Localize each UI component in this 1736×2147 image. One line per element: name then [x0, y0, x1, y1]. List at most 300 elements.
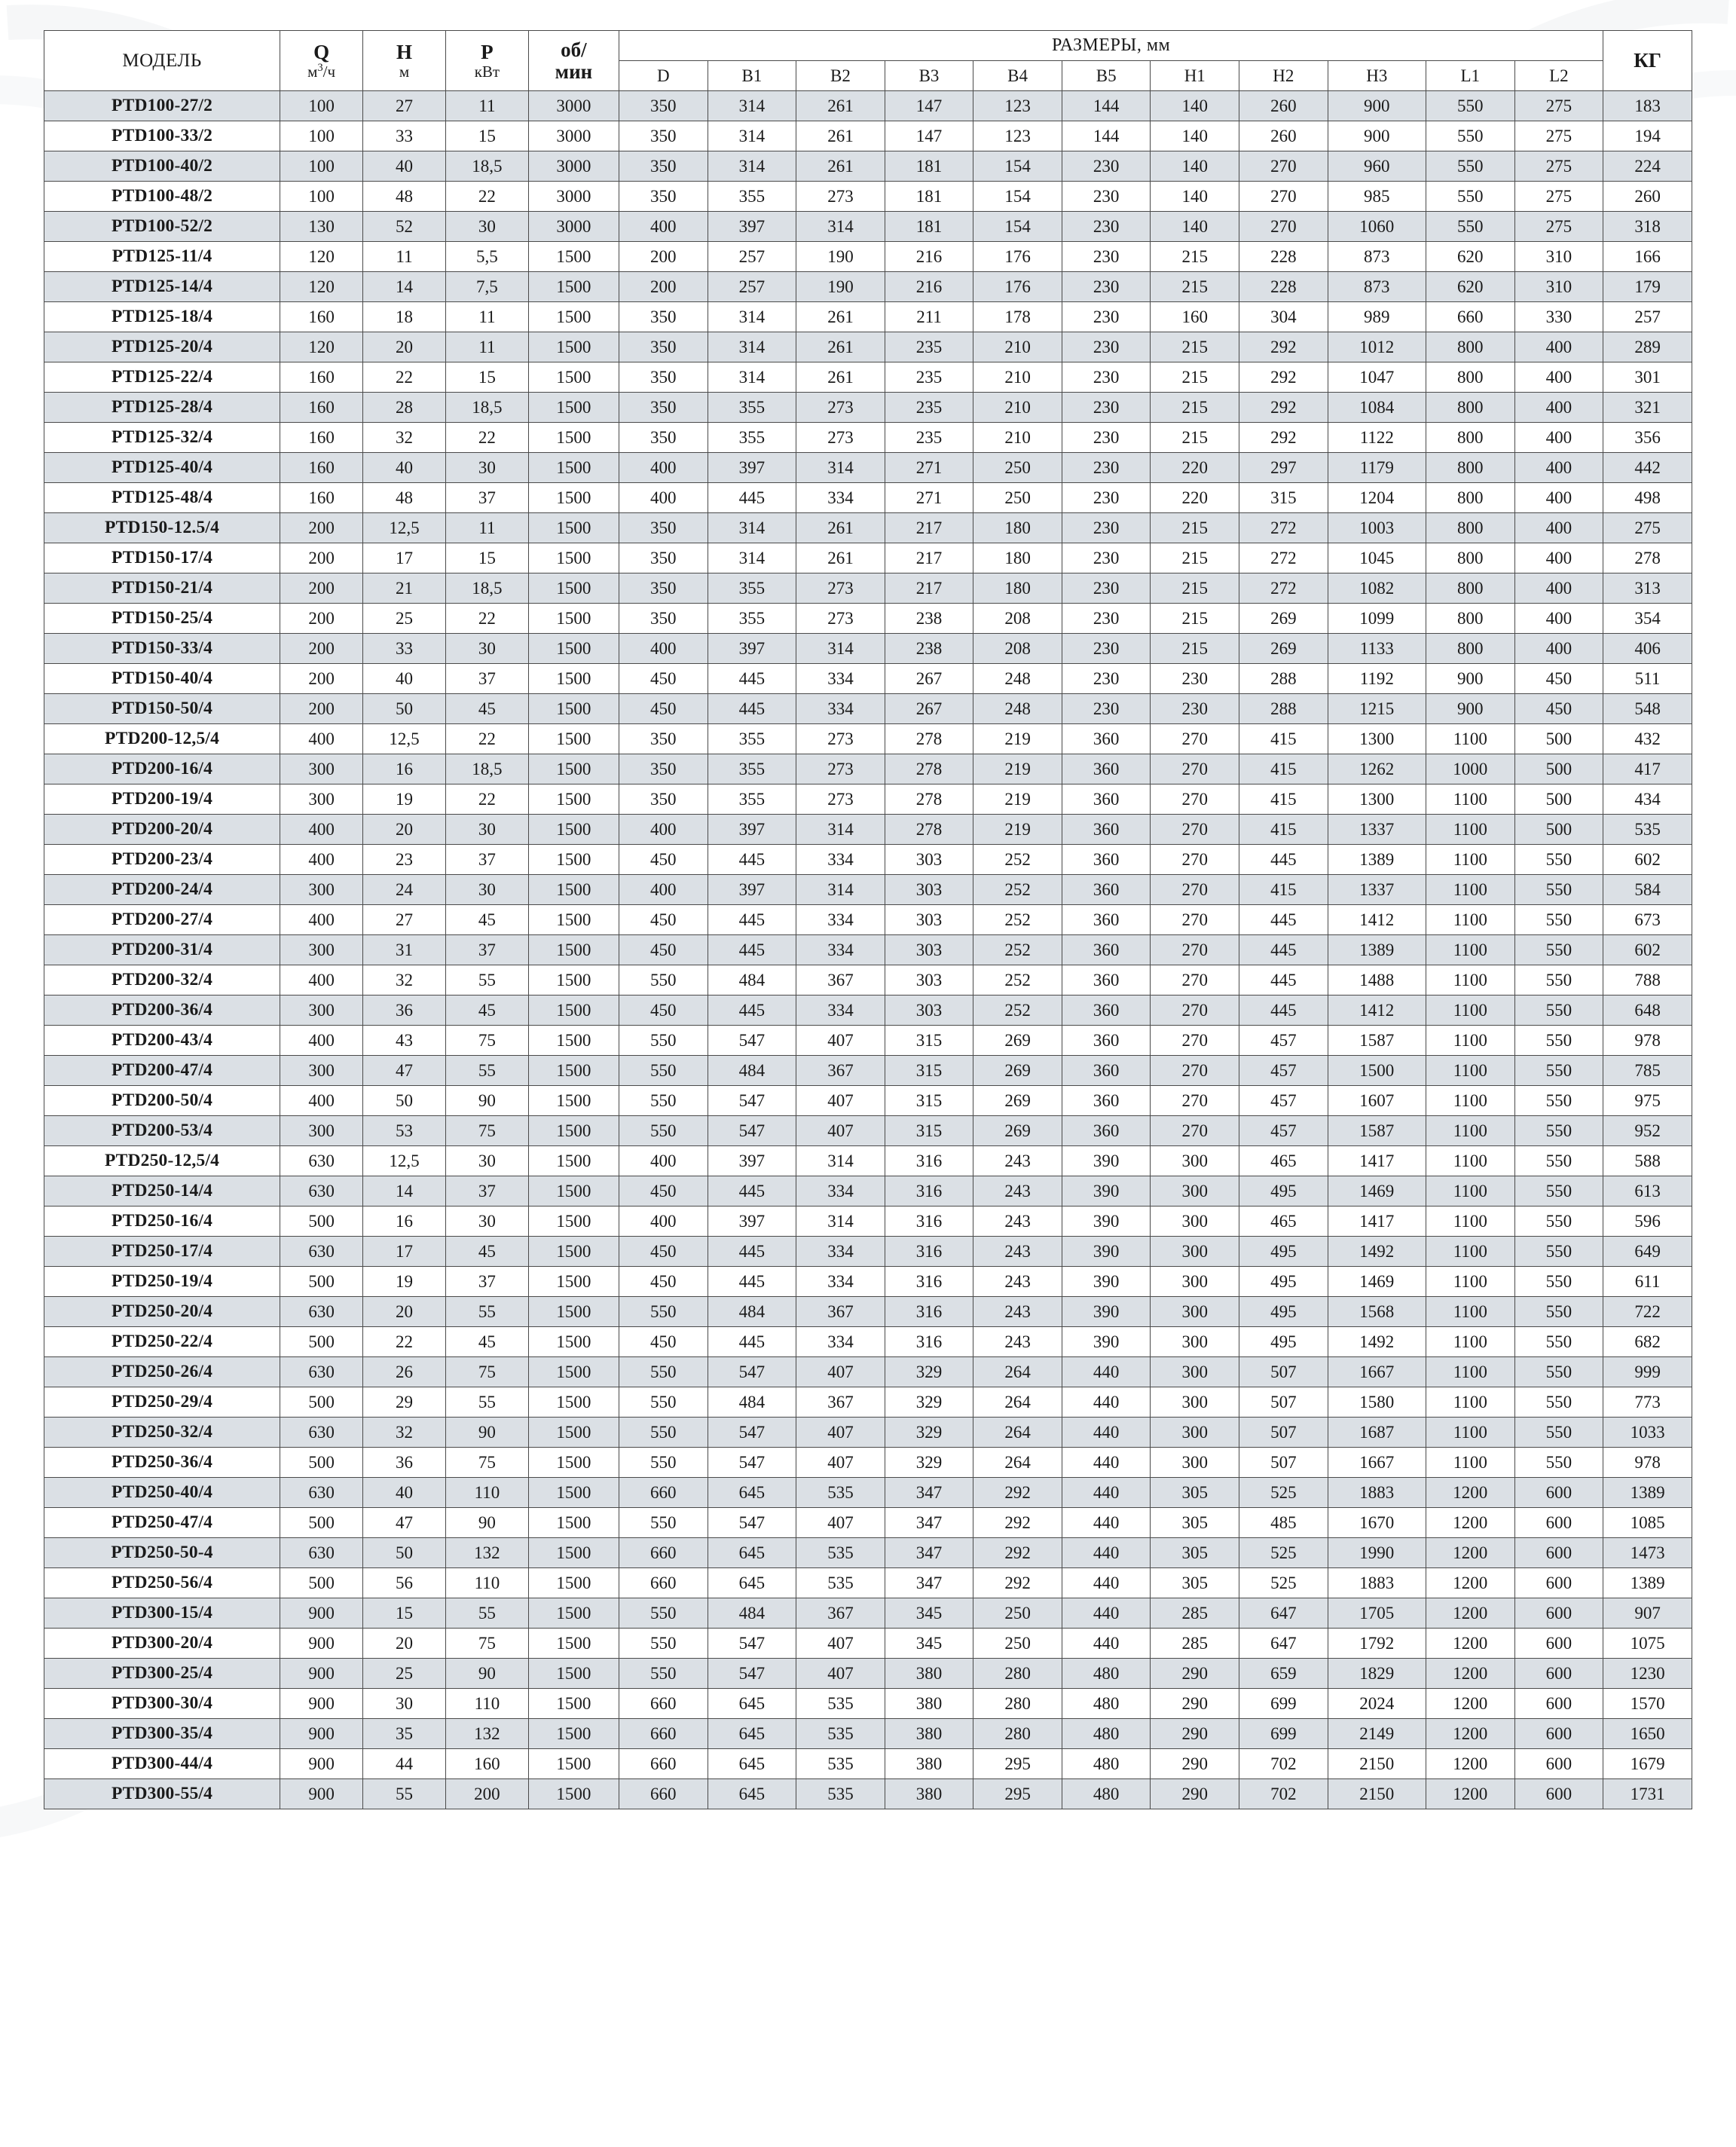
cell-value: 1500 [528, 573, 619, 604]
cell-value: 1500 [528, 1418, 619, 1448]
header-dim-h3: H3 [1328, 61, 1426, 91]
cell-value: 228 [1239, 242, 1328, 272]
header-dim-h1: H1 [1151, 61, 1239, 91]
cell-model: PTD200-50/4 [44, 1086, 280, 1116]
cell-value: 264 [973, 1357, 1062, 1387]
cell-value: 261 [796, 121, 885, 151]
cell-value: 1389 [1603, 1568, 1692, 1598]
cell-value: 350 [619, 573, 708, 604]
cell-value: 1200 [1426, 1538, 1514, 1568]
cell-value: 407 [796, 1418, 885, 1448]
table-row [44, 1659, 1692, 1689]
cell-value: 305 [1151, 1478, 1239, 1508]
cell-value: 300 [1151, 1297, 1239, 1327]
cell-value: 28 [363, 393, 446, 423]
cell-value: 230 [1062, 362, 1151, 393]
cell-value: 300 [280, 784, 363, 815]
cell-value: 400 [1514, 393, 1603, 423]
cell-value: 699 [1239, 1689, 1328, 1719]
cell-value: 350 [619, 754, 708, 784]
cell-value: 400 [619, 634, 708, 664]
cell-value: 407 [796, 1508, 885, 1538]
cell-value: 123 [973, 91, 1062, 121]
cell-value: 1492 [1328, 1237, 1426, 1267]
table-row [44, 1176, 1692, 1207]
table-row [44, 1357, 1692, 1387]
cell-value: 329 [885, 1418, 973, 1448]
cell-value: 495 [1239, 1237, 1328, 1267]
cell-value: 1488 [1328, 965, 1426, 996]
cell-value: 785 [1603, 1056, 1692, 1086]
cell-value: 500 [280, 1267, 363, 1297]
cell-value: 329 [885, 1387, 973, 1418]
cell-value: 22 [445, 182, 528, 212]
cell-value: 272 [1239, 513, 1328, 543]
cell-value: 550 [1514, 1026, 1603, 1056]
cell-value: 1500 [528, 784, 619, 815]
cell-value: 1262 [1328, 754, 1426, 784]
cell-value: 260 [1239, 91, 1328, 121]
cell-value: 314 [708, 91, 796, 121]
cell-value: 334 [796, 1176, 885, 1207]
cell-value: 55 [445, 965, 528, 996]
cell-value: 37 [445, 935, 528, 965]
header-dim-b3: B3 [885, 61, 973, 91]
cell-value: 400 [619, 453, 708, 483]
cell-value: 400 [280, 1026, 363, 1056]
cell-value: 1100 [1426, 905, 1514, 935]
cell-value: 1500 [528, 1237, 619, 1267]
header-weight-label: КГ [1634, 49, 1661, 72]
cell-value: 457 [1239, 1026, 1328, 1056]
cell-value: 120 [280, 272, 363, 302]
cell-value: 27 [363, 91, 446, 121]
cell-value: 321 [1603, 393, 1692, 423]
table-row [44, 1116, 1692, 1146]
cell-value: 350 [619, 604, 708, 634]
cell-value: 550 [1514, 1146, 1603, 1176]
cell-value: 12,5 [363, 724, 446, 754]
cell-value: 295 [973, 1749, 1062, 1779]
cell-value: 390 [1062, 1146, 1151, 1176]
table-row [44, 302, 1692, 332]
cell-value: 180 [973, 543, 1062, 573]
table-row [44, 182, 1692, 212]
cell-value: 316 [885, 1146, 973, 1176]
cell-value: 154 [973, 212, 1062, 242]
cell-value: 271 [885, 453, 973, 483]
cell-value: 2150 [1328, 1749, 1426, 1779]
cell-value: 215 [1151, 573, 1239, 604]
cell-value: 550 [1514, 935, 1603, 965]
cell-value: 300 [1151, 1387, 1239, 1418]
cell-value: 400 [1514, 362, 1603, 393]
cell-model: PTD200-16/4 [44, 754, 280, 784]
cell-value: 507 [1239, 1357, 1328, 1387]
cell-model: PTD125-14/4 [44, 272, 280, 302]
cell-value: 16 [363, 1207, 446, 1237]
cell-value: 900 [1328, 91, 1426, 121]
cell-value: 14 [363, 272, 446, 302]
cell-value: 314 [708, 302, 796, 332]
cell-value: 1389 [1328, 935, 1426, 965]
cell-value: 547 [708, 1026, 796, 1056]
cell-value: 548 [1603, 694, 1692, 724]
cell-value: 334 [796, 664, 885, 694]
cell-value: 110 [445, 1689, 528, 1719]
cell-value: 550 [1514, 905, 1603, 935]
cell-value: 407 [796, 1629, 885, 1659]
header-flow [280, 31, 363, 91]
header-weight [1603, 31, 1692, 91]
cell-model: PTD300-25/4 [44, 1659, 280, 1689]
cell-value: 360 [1062, 724, 1151, 754]
cell-value: 407 [796, 1357, 885, 1387]
table-row [44, 1478, 1692, 1508]
cell-value: 1192 [1328, 664, 1426, 694]
cell-value: 215 [1151, 604, 1239, 634]
cell-value: 350 [619, 784, 708, 815]
cell-value: 270 [1239, 182, 1328, 212]
cell-value: 360 [1062, 845, 1151, 875]
cell-value: 200 [619, 272, 708, 302]
cell-value: 300 [280, 754, 363, 784]
cell-value: 110 [445, 1478, 528, 1508]
cell-value: 25 [363, 1659, 446, 1689]
cell-value: 550 [1514, 1086, 1603, 1116]
cell-value: 269 [973, 1086, 1062, 1116]
cell-value: 535 [796, 1538, 885, 1568]
cell-value: 356 [1603, 423, 1692, 453]
cell-value: 630 [280, 1418, 363, 1448]
cell-value: 300 [1151, 1176, 1239, 1207]
table-row [44, 212, 1692, 242]
cell-value: 1200 [1426, 1508, 1514, 1538]
cell-value: 32 [363, 965, 446, 996]
cell-value: 682 [1603, 1327, 1692, 1357]
cell-value: 480 [1062, 1689, 1151, 1719]
cell-value: 2149 [1328, 1719, 1426, 1749]
cell-value: 261 [796, 91, 885, 121]
cell-value: 47 [363, 1056, 446, 1086]
cell-value: 800 [1426, 483, 1514, 513]
cell-value: 1500 [528, 1056, 619, 1086]
cell-value: 660 [619, 1478, 708, 1508]
cell-value: 406 [1603, 634, 1692, 664]
cell-value: 1469 [1328, 1267, 1426, 1297]
cell-value: 440 [1062, 1357, 1151, 1387]
cell-value: 1100 [1426, 815, 1514, 845]
cell-value: 29 [363, 1387, 446, 1418]
cell-model: PTD125-22/4 [44, 362, 280, 393]
cell-value: 267 [885, 694, 973, 724]
table-row [44, 362, 1692, 393]
table-row [44, 1146, 1692, 1176]
cell-value: 292 [973, 1478, 1062, 1508]
cell-value: 144 [1062, 91, 1151, 121]
cell-value: 24 [363, 875, 446, 905]
cell-value: 1650 [1603, 1719, 1692, 1749]
cell-value: 50 [363, 694, 446, 724]
cell-value: 1060 [1328, 212, 1426, 242]
cell-value: 183 [1603, 91, 1692, 121]
cell-value: 450 [619, 935, 708, 965]
cell-value: 1417 [1328, 1146, 1426, 1176]
cell-value: 264 [973, 1448, 1062, 1478]
cell-value: 314 [796, 1146, 885, 1176]
cell-value: 21 [363, 573, 446, 604]
cell-value: 230 [1062, 272, 1151, 302]
cell-model: PTD250-50-4 [44, 1538, 280, 1568]
cell-value: 300 [1151, 1267, 1239, 1297]
cell-value: 500 [280, 1207, 363, 1237]
cell-value: 160 [1151, 302, 1239, 332]
cell-model: PTD300-55/4 [44, 1779, 280, 1809]
cell-value: 1100 [1426, 1237, 1514, 1267]
cell-value: 367 [796, 1387, 885, 1418]
cell-value: 722 [1603, 1297, 1692, 1327]
cell-value: 1500 [528, 423, 619, 453]
cell-value: 1500 [528, 935, 619, 965]
table-row [44, 1779, 1692, 1809]
cell-value: 1100 [1426, 1026, 1514, 1056]
cell-value: 230 [1062, 182, 1151, 212]
table-row [44, 754, 1692, 784]
cell-value: 275 [1514, 91, 1603, 121]
cell-value: 1100 [1426, 1176, 1514, 1207]
cell-value: 445 [708, 1267, 796, 1297]
cell-value: 450 [619, 664, 708, 694]
cell-value: 550 [1514, 1116, 1603, 1146]
cell-value: 485 [1239, 1508, 1328, 1538]
cell-value: 600 [1514, 1598, 1603, 1629]
cell-value: 30 [445, 212, 528, 242]
cell-value: 40 [363, 1478, 446, 1508]
cell-value: 3000 [528, 182, 619, 212]
cell-value: 216 [885, 242, 973, 272]
cell-value: 7,5 [445, 272, 528, 302]
cell-value: 390 [1062, 1327, 1151, 1357]
cell-value: 550 [1514, 875, 1603, 905]
cell-value: 1500 [528, 1327, 619, 1357]
cell-value: 1670 [1328, 1508, 1426, 1538]
cell-value: 600 [1514, 1689, 1603, 1719]
cell-value: 257 [708, 272, 796, 302]
cell-value: 547 [708, 1448, 796, 1478]
cell-value: 440 [1062, 1418, 1151, 1448]
cell-value: 20 [363, 332, 446, 362]
table-row [44, 694, 1692, 724]
cell-value: 350 [619, 423, 708, 453]
cell-value: 547 [708, 1508, 796, 1538]
cell-value: 200 [280, 694, 363, 724]
cell-value: 1500 [528, 1146, 619, 1176]
cell-value: 1500 [528, 393, 619, 423]
cell-value: 261 [796, 302, 885, 332]
cell-value: 11 [445, 332, 528, 362]
cell-value: 2024 [1328, 1689, 1426, 1719]
cell-value: 190 [796, 242, 885, 272]
cell-value: 588 [1603, 1146, 1692, 1176]
cell-model: PTD100-27/2 [44, 91, 280, 121]
cell-model: PTD100-40/2 [44, 151, 280, 182]
cell-model: PTD200-27/4 [44, 905, 280, 935]
cell-value: 445 [708, 694, 796, 724]
table-row [44, 393, 1692, 423]
pump-specification-table [44, 30, 1692, 1809]
header-rpm-line2: мин [555, 60, 593, 83]
cell-value: 355 [708, 754, 796, 784]
cell-value: 330 [1514, 302, 1603, 332]
cell-value: 305 [1151, 1568, 1239, 1598]
cell-value: 400 [619, 1146, 708, 1176]
cell-model: PTD200-12,5/4 [44, 724, 280, 754]
cell-value: 270 [1151, 935, 1239, 965]
cell-value: 235 [885, 423, 973, 453]
cell-model: PTD300-30/4 [44, 1689, 280, 1719]
cell-value: 550 [1514, 1176, 1603, 1207]
table-row [44, 1448, 1692, 1478]
cell-value: 257 [1603, 302, 1692, 332]
cell-value: 200 [445, 1779, 528, 1809]
cell-value: 432 [1603, 724, 1692, 754]
cell-value: 45 [445, 1327, 528, 1357]
cell-value: 355 [708, 784, 796, 815]
cell-value: 273 [796, 754, 885, 784]
cell-value: 630 [280, 1146, 363, 1176]
cell-value: 12,5 [363, 513, 446, 543]
cell-model: PTD200-32/4 [44, 965, 280, 996]
cell-value: 219 [973, 815, 1062, 845]
cell-value: 147 [885, 91, 973, 121]
cell-value: 160 [280, 483, 363, 513]
cell-value: 450 [619, 905, 708, 935]
cell-value: 219 [973, 724, 1062, 754]
cell-value: 215 [1151, 513, 1239, 543]
cell-value: 1412 [1328, 905, 1426, 935]
cell-value: 230 [1062, 543, 1151, 573]
cell-value: 602 [1603, 845, 1692, 875]
cell-value: 14 [363, 1176, 446, 1207]
cell-value: 660 [619, 1749, 708, 1779]
header-power-unit: кВт [474, 62, 500, 81]
table-row [44, 815, 1692, 845]
cell-value: 280 [973, 1719, 1062, 1749]
cell-value: 355 [708, 182, 796, 212]
cell-value: 230 [1062, 212, 1151, 242]
cell-value: 37 [445, 1176, 528, 1207]
cell-value: 547 [708, 1659, 796, 1689]
cell-value: 235 [885, 332, 973, 362]
cell-value: 304 [1239, 302, 1328, 332]
cell-value: 215 [1151, 393, 1239, 423]
cell-value: 3000 [528, 91, 619, 121]
cell-value: 270 [1239, 151, 1328, 182]
cell-value: 952 [1603, 1116, 1692, 1146]
cell-value: 200 [280, 573, 363, 604]
cell-value: 620 [1426, 272, 1514, 302]
cell-value: 550 [619, 1086, 708, 1116]
cell-value: 445 [708, 905, 796, 935]
cell-value: 48 [363, 182, 446, 212]
cell-value: 37 [445, 845, 528, 875]
cell-value: 648 [1603, 996, 1692, 1026]
cell-value: 1200 [1426, 1719, 1514, 1749]
cell-value: 315 [885, 1026, 973, 1056]
cell-value: 630 [280, 1478, 363, 1508]
cell-value: 329 [885, 1448, 973, 1478]
cell-value: 27 [363, 905, 446, 935]
cell-value: 457 [1239, 1116, 1328, 1146]
cell-value: 292 [1239, 393, 1328, 423]
cell-value: 1003 [1328, 513, 1426, 543]
cell-value: 334 [796, 996, 885, 1026]
cell-value: 659 [1239, 1659, 1328, 1689]
cell-value: 550 [1426, 91, 1514, 121]
cell-value: 350 [619, 724, 708, 754]
cell-value: 550 [1426, 212, 1514, 242]
cell-value: 1679 [1603, 1749, 1692, 1779]
cell-value: 289 [1603, 332, 1692, 362]
cell-value: 303 [885, 935, 973, 965]
cell-value: 1200 [1426, 1749, 1514, 1779]
cell-model: PTD150-17/4 [44, 543, 280, 573]
cell-value: 305 [1151, 1508, 1239, 1538]
cell-value: 550 [1514, 965, 1603, 996]
table-row [44, 1056, 1692, 1086]
cell-value: 290 [1151, 1689, 1239, 1719]
cell-value: 30 [445, 453, 528, 483]
cell-value: 989 [1328, 302, 1426, 332]
cell-value: 484 [708, 965, 796, 996]
cell-value: 350 [619, 151, 708, 182]
cell-value: 900 [1328, 121, 1426, 151]
cell-value: 334 [796, 1327, 885, 1357]
cell-value: 699 [1239, 1719, 1328, 1749]
cell-value: 407 [796, 1659, 885, 1689]
cell-value: 1500 [528, 845, 619, 875]
cell-value: 407 [796, 1086, 885, 1116]
cell-value: 484 [708, 1387, 796, 1418]
cell-value: 292 [973, 1538, 1062, 1568]
cell-value: 397 [708, 212, 796, 242]
table-row [44, 453, 1692, 483]
cell-model: PTD250-20/4 [44, 1297, 280, 1327]
cell-value: 660 [619, 1538, 708, 1568]
cell-value: 160 [280, 302, 363, 332]
cell-value: 417 [1603, 754, 1692, 784]
cell-model: PTD200-19/4 [44, 784, 280, 815]
cell-value: 22 [445, 423, 528, 453]
cell-value: 300 [1151, 1146, 1239, 1176]
cell-value: 1607 [1328, 1086, 1426, 1116]
cell-value: 301 [1603, 362, 1692, 393]
cell-value: 1500 [528, 634, 619, 664]
cell-value: 140 [1151, 91, 1239, 121]
cell-value: 415 [1239, 754, 1328, 784]
cell-value: 960 [1328, 151, 1426, 182]
cell-value: 273 [796, 182, 885, 212]
cell-value: 360 [1062, 1026, 1151, 1056]
table-row [44, 1237, 1692, 1267]
cell-value: 800 [1426, 513, 1514, 543]
table-row [44, 1689, 1692, 1719]
cell-value: 400 [280, 905, 363, 935]
cell-value: 314 [708, 332, 796, 362]
cell-value: 400 [280, 724, 363, 754]
cell-value: 216 [885, 272, 973, 302]
cell-value: 18,5 [445, 393, 528, 423]
